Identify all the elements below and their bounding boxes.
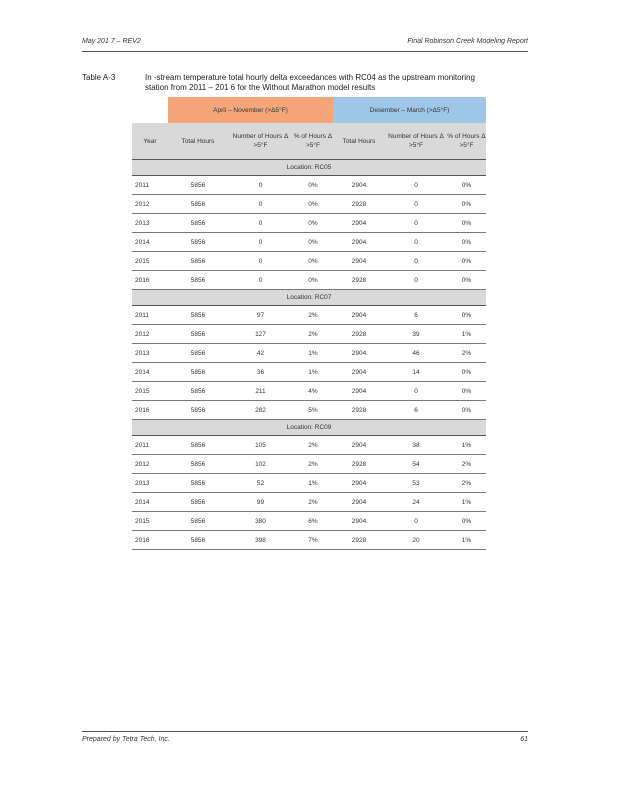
col-year: Year <box>132 123 168 160</box>
location-label: Location: RC09 <box>132 420 486 436</box>
table-cell: 282 <box>228 401 293 420</box>
table-cell: 39 <box>385 325 447 344</box>
table-cell: 5856 <box>168 306 228 325</box>
table-cell: 5856 <box>168 252 228 271</box>
table-row <box>132 214 486 233</box>
table-cell: 2015 <box>132 512 168 531</box>
location-row <box>132 420 486 436</box>
table-cell: 2904 <box>333 493 385 512</box>
table-cell: 1% <box>293 363 333 382</box>
table-cell: 2% <box>293 325 333 344</box>
table-cell: 2904 <box>333 474 385 493</box>
table-cell: 0% <box>447 382 486 401</box>
table-row <box>132 344 486 363</box>
table-cell: 2013 <box>132 344 168 363</box>
table-cell: 2904 <box>333 176 385 195</box>
page-header <box>82 38 528 50</box>
table-cell: 2% <box>293 306 333 325</box>
table-cell: 2015 <box>132 252 168 271</box>
table-cell: 2% <box>293 436 333 455</box>
table-cell: 5856 <box>168 195 228 214</box>
table-cell: 2012 <box>132 325 168 344</box>
table-cell: 2016 <box>132 531 168 550</box>
table-cell: 2011 <box>132 436 168 455</box>
table-cell: 0% <box>447 363 486 382</box>
table-cell: 2012 <box>132 455 168 474</box>
page-number: 61 <box>520 736 528 743</box>
header-date: May 201 7 – REV2 <box>82 38 141 45</box>
col-total-hours: Total Hours <box>168 123 228 160</box>
table-row <box>132 195 486 214</box>
table-cell: 53 <box>385 474 447 493</box>
table-cell: 2012 <box>132 195 168 214</box>
table-cell: 14 <box>385 363 447 382</box>
table-cell: 0% <box>447 271 486 290</box>
table-cell: 2904 <box>333 382 385 401</box>
december-march-header: Desember – March (>Δ5°F) <box>333 97 486 123</box>
table-row <box>132 531 486 550</box>
location-label: Location: RC07 <box>132 290 486 306</box>
table-cell: 5856 <box>168 436 228 455</box>
table-cell: 4% <box>293 382 333 401</box>
table-cell: 0 <box>385 512 447 531</box>
table-cell: 7% <box>293 531 333 550</box>
table-cell: 2015 <box>132 382 168 401</box>
table-cell: 0 <box>228 233 293 252</box>
table-cell: 0% <box>293 252 333 271</box>
table-cell: 0% <box>447 306 486 325</box>
table-cell: 5856 <box>168 474 228 493</box>
table-cell: 0 <box>385 176 447 195</box>
table-cell: 2928 <box>333 195 385 214</box>
table-row <box>132 436 486 455</box>
table-row <box>132 493 486 512</box>
col-number-hours: Number of Hours Δ >5°F <box>228 123 293 160</box>
table-cell: 0% <box>447 252 486 271</box>
table-cell: 398 <box>228 531 293 550</box>
table-cell: 2904 <box>333 252 385 271</box>
table-cell: 0 <box>228 176 293 195</box>
table-cell: 1% <box>293 344 333 363</box>
table-cell: 0% <box>447 233 486 252</box>
table-cell: 0% <box>293 233 333 252</box>
table-cell: 105 <box>228 436 293 455</box>
table-cell: 46 <box>385 344 447 363</box>
table-caption: In -stream temperature total hourly delta exceedances with RC04 as the upstream monitoring station from 2011 – 201 6 for the Without Marathon model results <box>145 73 475 92</box>
table-cell: 2013 <box>132 474 168 493</box>
table-cell: 5856 <box>168 271 228 290</box>
table-cell: 2% <box>293 455 333 474</box>
header-rule <box>82 51 528 52</box>
table-cell: 2011 <box>132 306 168 325</box>
table-cell: 2% <box>293 493 333 512</box>
table-cell: 2904 <box>333 512 385 531</box>
table-row <box>132 271 486 290</box>
table-cell: 5856 <box>168 512 228 531</box>
table-cell: 1% <box>447 531 486 550</box>
table-cell: 42 <box>228 344 293 363</box>
table-cell: 0% <box>293 214 333 233</box>
table-cell: 0% <box>447 401 486 420</box>
table-cell: 2904 <box>333 436 385 455</box>
table-cell: 2% <box>447 455 486 474</box>
table-cell: 2904 <box>333 233 385 252</box>
table-cell: 0 <box>385 382 447 401</box>
location-label: Location: RC05 <box>132 160 486 176</box>
table-cell: 5% <box>293 401 333 420</box>
table-cell: 2013 <box>132 214 168 233</box>
table-row <box>132 252 486 271</box>
table-cell: 6 <box>385 401 447 420</box>
table-cell: 2928 <box>333 271 385 290</box>
table-cell: 1% <box>293 474 333 493</box>
table-row <box>132 401 486 420</box>
table-cell: 99 <box>228 493 293 512</box>
table-cell: 0 <box>228 195 293 214</box>
table-cell: 5856 <box>168 363 228 382</box>
col-pct-hours: % of Hours Δ >5°F <box>447 123 486 160</box>
table-cell: 5856 <box>168 214 228 233</box>
col-number-hours: Number of Hours Δ >5°F <box>385 123 447 160</box>
table-cell: 6% <box>293 512 333 531</box>
table-cell: 0 <box>228 252 293 271</box>
table-cell: 0 <box>385 252 447 271</box>
table-row <box>132 325 486 344</box>
table-cell: 5856 <box>168 344 228 363</box>
table-cell: 36 <box>228 363 293 382</box>
table-cell: 0 <box>228 214 293 233</box>
table-cell: 0% <box>447 195 486 214</box>
table-cell: 24 <box>385 493 447 512</box>
table-cell: 0 <box>385 233 447 252</box>
table-cell: 52 <box>228 474 293 493</box>
table-cell: 2904 <box>333 306 385 325</box>
table-cell: 1% <box>447 436 486 455</box>
footer-prepared-by: Prepared by Tetra Tech, Inc. <box>82 736 170 743</box>
table-cell: 102 <box>228 455 293 474</box>
table-cell: 2016 <box>132 401 168 420</box>
table-cell: 0 <box>385 195 447 214</box>
table-cell: 2014 <box>132 233 168 252</box>
table-cell: 97 <box>228 306 293 325</box>
table-cell: 2011 <box>132 176 168 195</box>
table-cell: 0 <box>385 214 447 233</box>
season-header-row <box>132 97 486 123</box>
header-report-title: Final Robinson Creek Modeling Report <box>407 38 528 45</box>
table-row <box>132 474 486 493</box>
table-cell: 0% <box>447 214 486 233</box>
table-cell: 380 <box>228 512 293 531</box>
table-cell: 54 <box>385 455 447 474</box>
table-cell: 2% <box>447 474 486 493</box>
column-header-row <box>132 123 486 160</box>
table-cell: 5856 <box>168 493 228 512</box>
table-cell: 5856 <box>168 455 228 474</box>
page-footer <box>82 736 528 748</box>
table-label: Table A-3 <box>82 73 116 82</box>
table-cell: 0% <box>293 271 333 290</box>
table-cell: 2014 <box>132 493 168 512</box>
table-cell: 5856 <box>168 325 228 344</box>
table-cell: 2928 <box>333 325 385 344</box>
table-cell: 211 <box>228 382 293 401</box>
table-row <box>132 455 486 474</box>
table-cell: 0% <box>293 176 333 195</box>
table-row <box>132 363 486 382</box>
table-row <box>132 306 486 325</box>
table-cell: 5856 <box>168 176 228 195</box>
table-cell: 2904 <box>333 344 385 363</box>
table-cell: 127 <box>228 325 293 344</box>
location-row <box>132 160 486 176</box>
location-row <box>132 290 486 306</box>
table-cell: 1% <box>447 493 486 512</box>
table-cell: 5856 <box>168 233 228 252</box>
table-cell: 0% <box>447 512 486 531</box>
table-cell: 5856 <box>168 382 228 401</box>
footer-rule <box>82 731 528 732</box>
table-cell: 2016 <box>132 271 168 290</box>
table-cell: 38 <box>385 436 447 455</box>
table-cell: 0 <box>385 271 447 290</box>
table-cell: 2904 <box>333 363 385 382</box>
table-cell: 6 <box>385 306 447 325</box>
table-cell: 5856 <box>168 401 228 420</box>
table-cell: 2904 <box>333 214 385 233</box>
table-row <box>132 512 486 531</box>
april-november-header: April – November (>Δ5°F) <box>168 97 333 123</box>
exceedance-table <box>132 97 486 550</box>
table-cell: 20 <box>385 531 447 550</box>
table-cell: 2% <box>447 344 486 363</box>
table-cell: 0% <box>293 195 333 214</box>
table-cell: 5856 <box>168 531 228 550</box>
table-cell: 0 <box>228 271 293 290</box>
table-cell: 2928 <box>333 531 385 550</box>
table-cell: 2014 <box>132 363 168 382</box>
table-cell: 2928 <box>333 455 385 474</box>
col-pct-hours: % of Hours Δ >5°F <box>293 123 333 160</box>
table-cell: 0% <box>447 176 486 195</box>
table-row <box>132 176 486 195</box>
table-cell: 2928 <box>333 401 385 420</box>
col-total-hours: Total Hours <box>333 123 385 160</box>
table-row <box>132 233 486 252</box>
table-row <box>132 382 486 401</box>
table-cell: 1% <box>447 325 486 344</box>
